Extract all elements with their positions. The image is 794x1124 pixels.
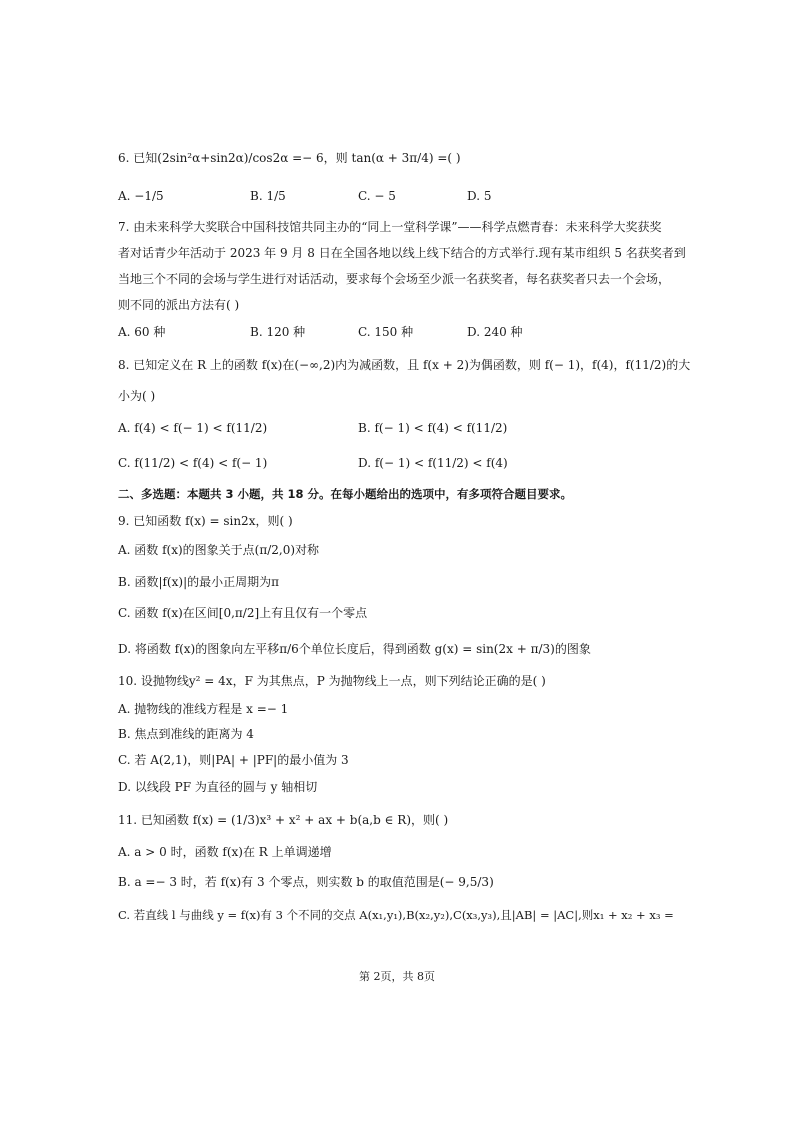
q10-stem: 10. 设抛物线y² = 4x，F 为其焦点，P 为抛物线上一点，则下列结论正确的是( ) bbox=[118, 674, 546, 688]
q8-line-1: 8. 已知定义在 R 上的函数 f(x)在(−∞,2)内为减函数，且 f(x + 2)为偶函数，则 f(− 1)，f(4)，f(11/2)的大 bbox=[118, 358, 691, 372]
q10-option-c: C. 若 A(2,1)，则|PA| + |PF|的最小值为 3 bbox=[118, 753, 349, 767]
q8-option-c: C. f(11/2) < f(4) < f(− 1) bbox=[118, 456, 268, 470]
q10-option-d: D. 以线段 PF 为直径的圆与 y 轴相切 bbox=[118, 780, 318, 794]
q7-option-b: B. 120 种 bbox=[250, 325, 306, 339]
q9-option-b: B. 函数|f(x)|的最小正周期为π bbox=[118, 575, 279, 589]
q7-option-a: A. 60 种 bbox=[118, 325, 166, 339]
q8-option-b: B. f(− 1) < f(4) < f(11/2) bbox=[358, 421, 508, 435]
q7-line-1: 7. 由未来科学大奖联合中国科技馆共同主办的“同上一堂科学课”——科学点燃青春：未来科学大奖获奖 bbox=[118, 220, 662, 234]
page-footer: 第 2页，共 8页 bbox=[359, 970, 435, 983]
q6-option-b: B. 1/5 bbox=[250, 189, 286, 203]
q11-option-b: B. a =− 3 时，若 f(x)有 3 个零点，则实数 b 的取值范围是(− 9,5/3) bbox=[118, 875, 494, 889]
q6-option-d: D. 5 bbox=[467, 189, 492, 203]
q8-option-a: A. f(4) < f(− 1) < f(11/2) bbox=[118, 421, 268, 435]
q7-option-c: C. 150 种 bbox=[358, 325, 414, 339]
q9-option-a: A. 函数 f(x)的图象关于点(π/2,0)对称 bbox=[118, 543, 320, 557]
q8-option-d: D. f(− 1) < f(11/2) < f(4) bbox=[358, 456, 508, 470]
section-heading: 二、多选题：本题共 3 小题，共 18 分。在每小题给出的选项中，有多项符合题目要求。 bbox=[118, 487, 573, 501]
q7-option-d: D. 240 种 bbox=[467, 325, 523, 339]
q7-line-3: 当地三个不同的会场与学生进行对话活动，要求每个会场至少派一名获奖者，每名获奖者只去一个会场， bbox=[118, 272, 671, 286]
q11-option-c: C. 若直线 l 与曲线 y = f(x)有 3 个不同的交点 A(x₁,y₁),B(x₂,y₂),C(x₃,y₃),且|AB| = |AC|,则x₁ + x₂ + x₃ = bbox=[118, 908, 674, 922]
q11-stem: 11. 已知函数 f(x) = (1/3)x³ + x² + ax + b(a,b ∈ R)，则( ) bbox=[118, 813, 449, 827]
q6-option-a: A. −1/5 bbox=[118, 189, 164, 203]
q11-option-a: A. a > 0 时，函数 f(x)在 R 上单调递增 bbox=[118, 845, 332, 859]
q10-option-a: A. 抛物线的准线方程是 x =− 1 bbox=[118, 702, 289, 716]
q10-option-b: B. 焦点到准线的距离为 4 bbox=[118, 727, 254, 741]
q6-option-c: C. − 5 bbox=[358, 189, 396, 203]
q6-stem: 6. 已知(2sin²α+sin2α)/cos2α =− 6，则 tan(α + 3π/4) =( ) bbox=[118, 151, 461, 165]
q9-option-d: D. 将函数 f(x)的图象向左平移π/6个单位长度后，得到函数 g(x) = sin(2x + π/3)的图象 bbox=[118, 642, 591, 656]
q9-stem: 9. 已知函数 f(x) = sin2x，则( ) bbox=[118, 514, 293, 528]
q7-line-2: 者对话青少年活动于 2023 年 9 月 8 日在全国各地以线上线下结合的方式举行.现有某市组织 5 名获奖者到 bbox=[118, 246, 686, 260]
q8-line-2: 小为( ) bbox=[118, 389, 156, 403]
q9-option-c: C. 函数 f(x)在区间[0,π/2]上有且仅有一个零点 bbox=[118, 606, 368, 620]
q7-line-4: 则不同的派出方法有( ) bbox=[118, 298, 240, 312]
